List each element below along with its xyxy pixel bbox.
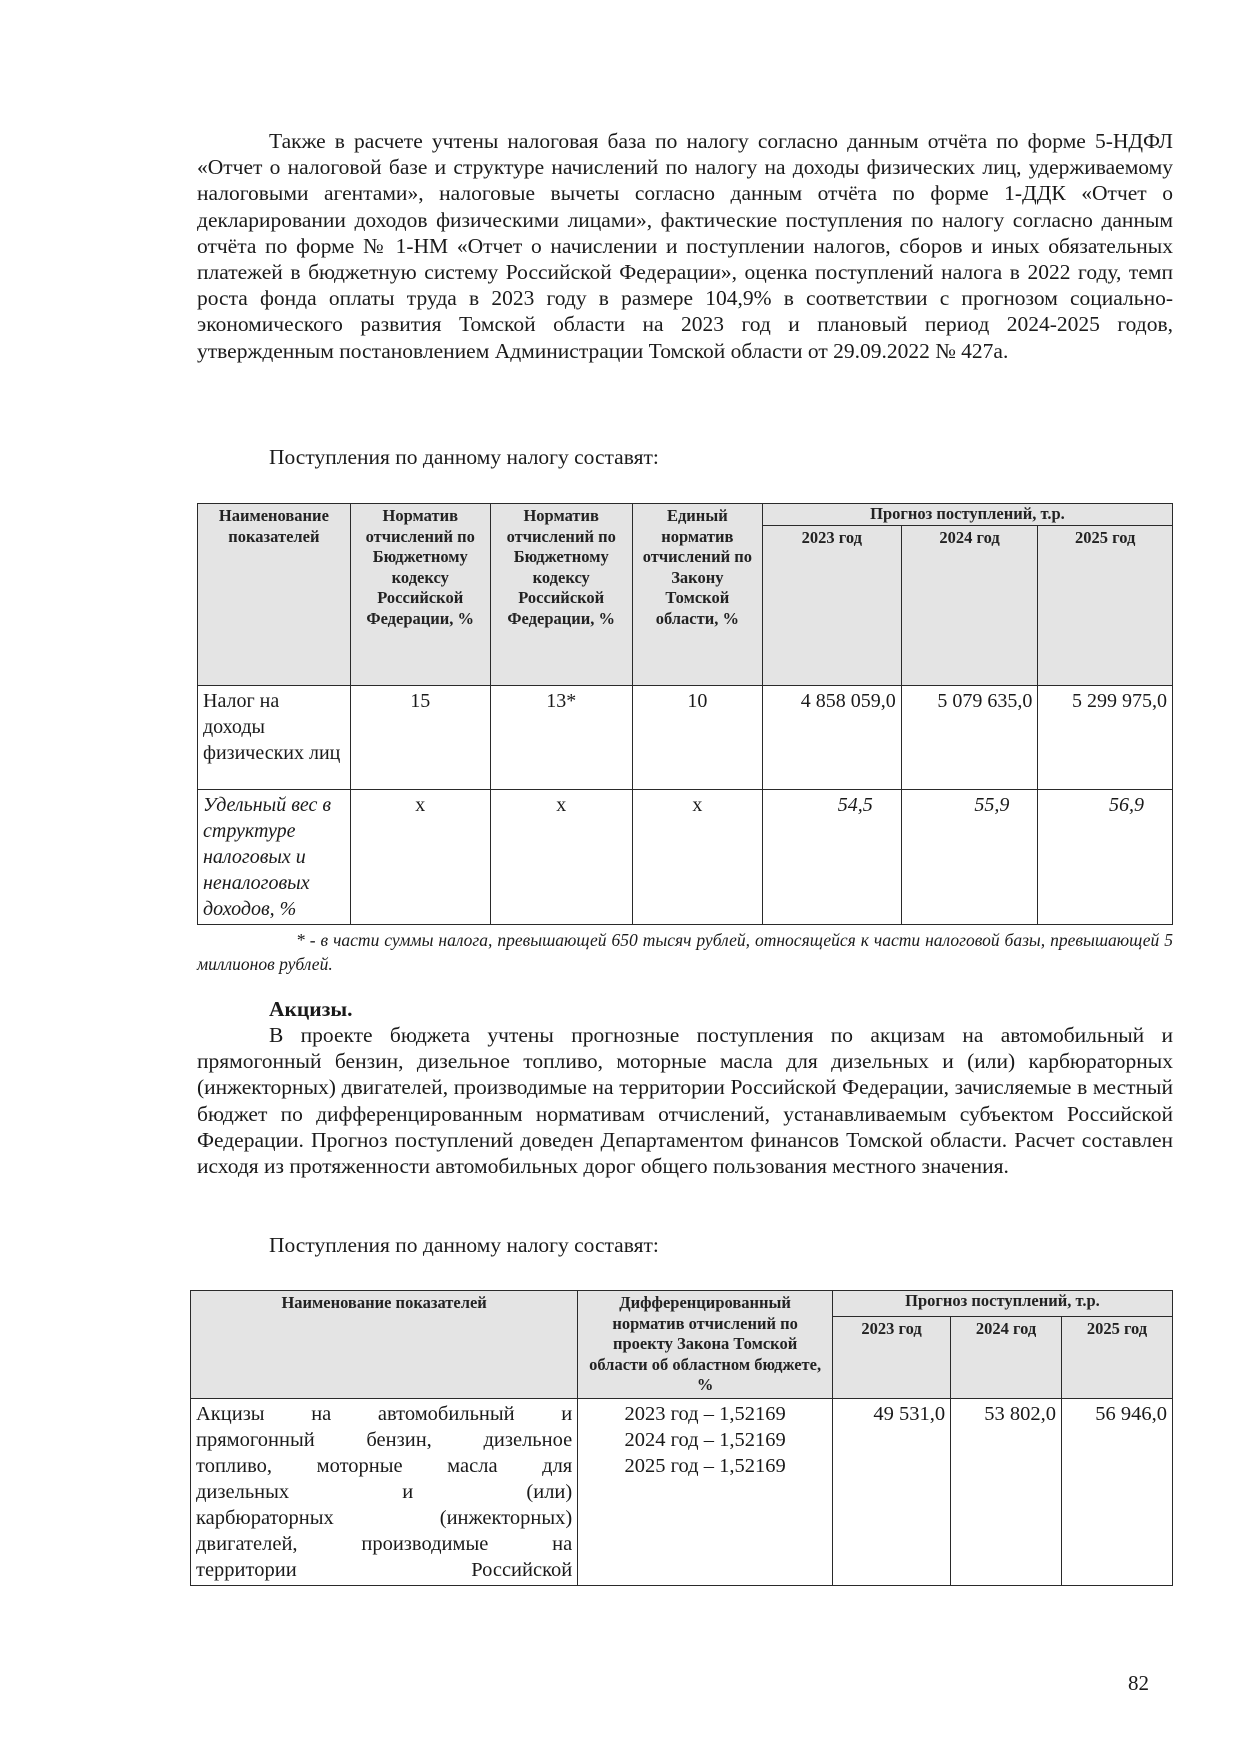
cell-norm-bk-2: х [490,789,632,924]
cell-norm [578,1398,833,1585]
excise-lead-in: Поступления по данному налогу составят: [269,1233,659,1257]
section-title-excise: Акцизы. [269,997,353,1021]
header-forecast: Прогноз поступлений, т.р. [762,504,1172,526]
table-row [198,789,1173,924]
cell-2025: 56,9 [1038,789,1173,924]
cell-2023: 54,5 [762,789,901,924]
cell-2024: 53 802,0 [951,1398,1062,1585]
cell-2023: 4 858 059,0 [762,685,901,789]
header-norm-tomsk: Единый норматив отчислений по Закону Томской области, % [632,504,762,686]
cell-norm-tomsk: 10 [632,685,762,789]
norm-line-2025: 2025 год – 1,52169 [624,1454,786,1477]
header-name: Наименование показателей [198,504,351,686]
header-year-2023: 2023 год [762,525,901,685]
norm-line-2024: 2024 год – 1,52169 [624,1428,786,1451]
ndfl-table [197,503,1173,925]
row-name: Удельный вес в структуре налоговых и неналоговых доходов, % [198,789,351,924]
header-norm-bk-2: Норматив отчислений по Бюджетному кодексу Российской Федерации, % [490,504,632,686]
header-year-2025: 2025 год [1062,1316,1173,1398]
header-name: Наименование показателей [191,1291,578,1399]
table-row [191,1398,1173,1585]
row-name-line: дизельных и (или) [196,1480,573,1503]
excise-paragraph [197,1022,1173,1179]
row-name [191,1398,578,1585]
intro-paragraph-text: Также в расчете учтены налоговая база по налогу согласно данным отчёта по форме 5-НДФЛ «Отчет о налоговой базе и структуре начислений по налогу на доходы физических лиц, удерживаемому налоговыми агентами», налоговые вычеты согласно данным отчёта по форме 1-ДДК «Отчет о декларировании доходов физическими лицами», фактические поступления по налогу согласно данным отчёта по форме № 1-НМ «Отчет о начислении и поступлении налогов, сборов и иных обязательных платежей в бюджетную систему Российской Федерации», оценка поступлений налога в 2022 году, темп роста фонда оплаты труда в 2023 году в размере 104,9% в соответствии с прогнозом социально-экономического развития Томской области на 2023 год и плановый период 2024-2025 годов, утвержденным постановлением Администрации Томской области от 29.09.2022 № 427а. [197,129,1173,363]
norm-line-2023: 2023 год – 1,52169 [624,1402,786,1425]
cell-2025: 56 946,0 [1062,1398,1173,1585]
header-norm: Дифференцированный норматив отчислений по проекту Закона Томской области об областном бюджете, % [578,1291,833,1399]
cell-2023: 49 531,0 [832,1398,950,1585]
header-year-2024: 2024 год [951,1316,1062,1398]
page-number: 82 [1128,1671,1149,1695]
table-row [198,685,1173,789]
excise-table [190,1290,1173,1586]
cell-norm-bk-1: 15 [350,685,490,789]
row-name-line: топливо, моторные масла для [196,1454,573,1477]
row-name-line: Акцизы на автомобильный и [196,1402,573,1425]
row-name-line: двигателей, производимые на [196,1532,573,1555]
table-footnote [197,928,1173,976]
intro-lead-in: Поступления по данному налогу составят: [269,445,659,469]
cell-2025: 5 299 975,0 [1038,685,1173,789]
footnote-text: * - в части суммы налога, превышающей 650 тысяч рублей, относящейся к части налоговой базы, превышающей 5 миллионов рублей. [197,930,1173,974]
cell-norm-bk-2: 13* [490,685,632,789]
header-forecast: Прогноз поступлений, т.р. [832,1291,1172,1317]
header-norm-bk-1: Норматив отчислений по Бюджетному кодексу Российской Федерации, % [350,504,490,686]
row-name-line: прямогонный бензин, дизельное [196,1428,573,1451]
cell-norm-tomsk: х [632,789,762,924]
intro-paragraph [197,128,1173,364]
row-name-line: территории Российской [196,1558,573,1581]
header-year-2023: 2023 год [832,1316,950,1398]
row-name: Налог на доходы физических лиц [198,685,351,789]
header-year-2024: 2024 год [901,525,1038,685]
cell-norm-bk-1: х [350,789,490,924]
excise-paragraph-text: В проекте бюджета учтены прогнозные поступления по акцизам на автомобильный и прямогонный бензин, дизельное топливо, моторные масла для дизельных и (или) карбюраторных (инжекторных) двигателей, производимые на территории Российской Федерации, зачисляемые в местный бюджет по дифференцированным нормативам отчислений, устанавливаемым субъектом Российской Федерации. Прогноз поступлений доведен Департаментом финансов Томской области. Расчет составлен исходя из протяженности автомобильных дорог общего пользования местного значения. [197,1023,1173,1179]
cell-2024: 55,9 [901,789,1038,924]
header-year-2025: 2025 год [1038,525,1173,685]
cell-2024: 5 079 635,0 [901,685,1038,789]
row-name-line: карбюраторных (инжекторных) [196,1506,573,1529]
